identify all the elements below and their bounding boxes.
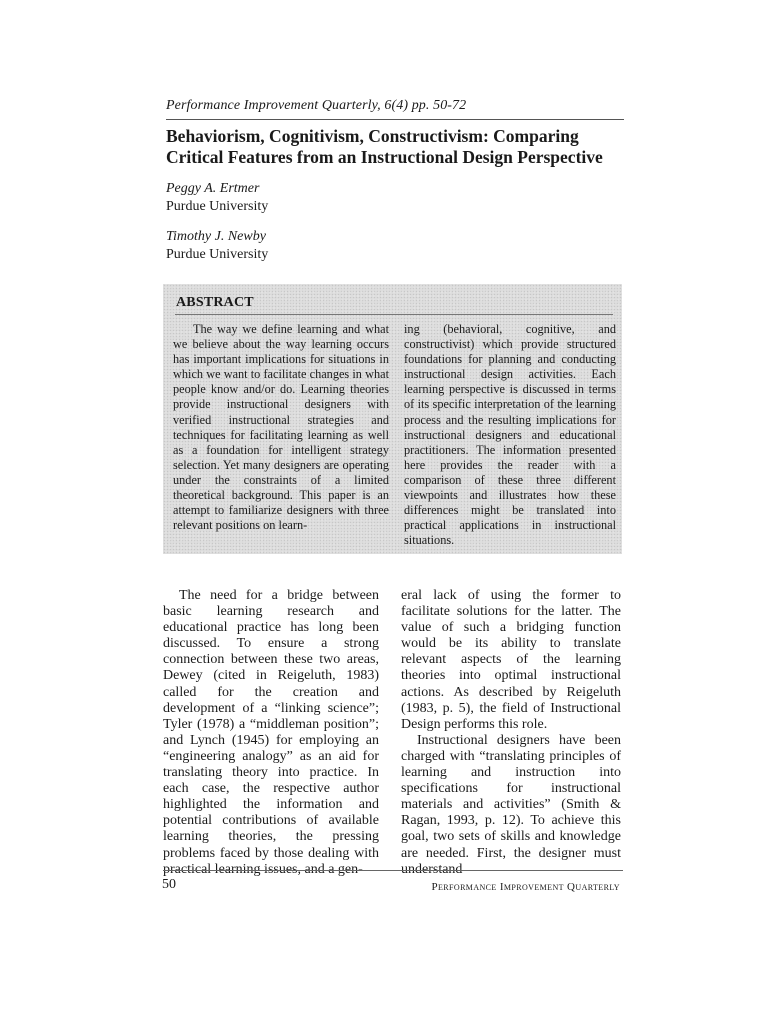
article-title: Behaviorism, Cognitivism, Constructivism: Comparing Critical Features from an Instructional Design Perspective [166, 126, 603, 167]
body-paragraph: The need for a bridge between basic learning research and educational practice has long been discussed. To ensure a strong connection between these two areas, Dewey (cited in Reigeluth, 1983) called for the creation and development of a “linking science”; Tyler (1978) a “middleman position”; and Lynch (1945) for employing an “engineering analogy” as an aid for translating theory into practice. In each case, the respective author highlighted the information and potential contributions of available learning theories, the pressing problems faced by those dealing with practical learning issues, and a gen- [163, 588, 379, 877]
body-left-column [163, 588, 379, 878]
header-divider [166, 119, 624, 120]
journal-citation: Performance Improvement Quarterly, 6(4) pp. 50-72 [166, 98, 467, 113]
body-paragraph: eral lack of using the former to facilitate solutions for the latter. The value of such a bridging function would be its ability to translate relevant aspects of the learning theories into optimal instructional actions. As described by Reigeluth (1983, p. 5), the field of Instructional Design performs this role. [401, 588, 621, 732]
author-block [166, 180, 268, 215]
author-affiliation: Purdue University [166, 198, 269, 214]
abstract-divider [175, 314, 613, 315]
abstract-left-column: The way we define learning and what we believe about the way learning occurs has important implications for situations in which we want to facilitate changes in what people know and/or do. Learning theories provide instructional designers with verified instructional strategies and techniques for facilitating learning as well as a foundation for intelligent strategy selection. Yet many designers are operating under the constraints of a limited theoretical background. This paper is an attempt to familiarize designers with three relevant positions on learn- [173, 322, 389, 533]
author-name: Peggy A. Ertmer [166, 181, 260, 196]
author-affiliation: Purdue University [166, 246, 269, 262]
footer-journal-name: Performance Improvement Quarterly [431, 881, 620, 893]
abstract-heading: ABSTRACT [176, 295, 254, 310]
abstract-box [163, 284, 622, 554]
body-paragraph: Instructional designers have been charged with “translating principles of learning and instruction into specifications for instructional materials and activities” (Smith & Ragan, 1993, p. 12). To achieve this goal, two sets of skills and knowledge are needed. First, the designer must understand [401, 732, 621, 877]
body-right-column [401, 588, 621, 878]
author-block [166, 228, 268, 263]
footer-divider [163, 870, 623, 871]
abstract-right-column: ing (behavioral, cognitive, and constructivist) which provide structured foundations for planning and conducting instructional design activities. Each learning perspective is discussed in terms of its specific interpretation of the learning process and the resulting implications for instructional designers and educational practitioners. The information presented here provides the reader with a comparison of these three different viewpoints and illustrates how these differences might be translated into practical applications in instructional situations. [404, 322, 616, 548]
author-name: Timothy J. Newby [166, 229, 266, 244]
page-number: 50 [162, 877, 176, 892]
